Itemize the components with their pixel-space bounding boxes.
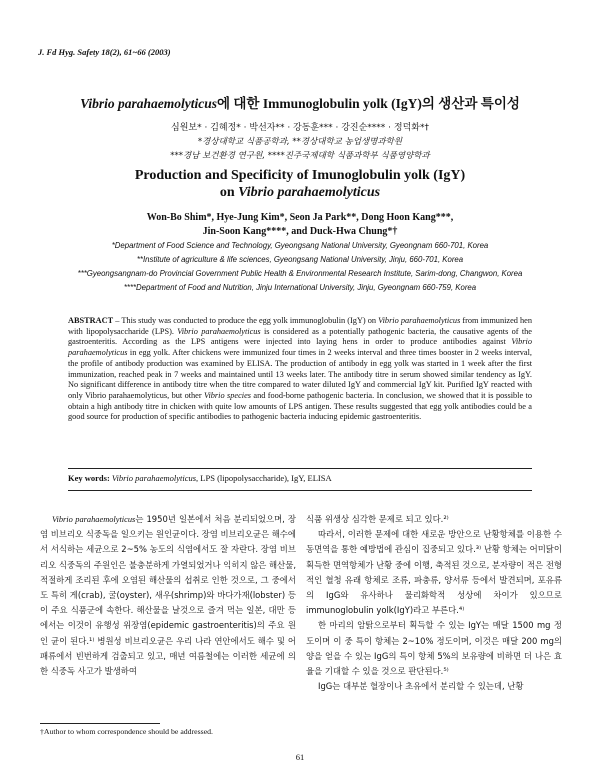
- abstract-text-5: and food-borne pathogenic bacteria. In conclusion, we showed that it is possible to obtain a high antibody titre in chicken with quite low amounts of LPS antigen. These results suggested that egg yolk antibodies could be a good source for production of specific antibodies to pathogenic bacteria inducing epidemic gastroenteritis.: [68, 390, 532, 422]
- authors-english-line2: Jin-Soon Kang****, and Duck-Hwa Chung*†: [202, 226, 398, 237]
- abstract-text-4: in egg yolk. After chickens were immunized four times in 2 weeks interval and three times booster in 2 weeks interval, the profile of antibody production was examined by ELISA. The production of antibody in egg yolk was started in 1 week after the first immunization, reached peak in 7 weeks and maintained until 13 weeks later. The antibody titre in serum showed similar tendency as IgY. No significant difference in antibody titre when the titre compared to water diluted IgY and commercial IgY kit. Purified IgY reacted with only Vibrio parahaemolyticus, but other: [68, 348, 532, 400]
- body-column-left: [40, 512, 296, 679]
- affiliation-korean-1: *경상대학교 식품공학과, **경상대학교 농업생명과학원: [197, 137, 403, 147]
- abstract-species-3: Vibrio parahaemolyticus: [68, 337, 532, 358]
- keywords-rest: , LPS (lipopolysaccharide), IgY, ELISA: [196, 473, 332, 483]
- authors-english-line1: Won-Bo Shim*, Hye-Jung Kim*, Seon Ja Park**, Dong Hoon Kang***,: [146, 212, 454, 223]
- body-paragraph: 한 마리의 암탉으로부터 획득할 수 있는 IgY는 매달 1500 mg 정도이며 이 중 특이 항체는 2~10% 정도이며, 이것은 매달 200 mg의 양을 얻을 수 있는 IgG의 특이 항체 5%의 보유량에 비하면 더 나은 효율을 기대할 수 있을 것으로 판단된다.⁵⁾: [306, 620, 562, 677]
- affiliation-english-3: ***Gyeongsangnam-do Provincial Government Public Health & Environmental Research Institute, Sarim-dong, Changwon, Korea: [77, 269, 523, 278]
- affiliation-korean-2: ***경남 보건환경 연구원, ****진주국제대학 식품과학부 식품영양학과: [170, 151, 430, 161]
- abstract-text-1: – This study was conducted to produce the egg yolk immunoglobulin (IgY) on: [113, 316, 379, 325]
- title-english: [0, 167, 600, 201]
- journal-citation: J. Fd Hyg. Safety 18(2), 61~66 (2003): [38, 47, 171, 57]
- page-number: 61: [295, 752, 305, 762]
- abstract-species-4: Vibrio species: [204, 390, 251, 400]
- divider-bottom: [68, 490, 532, 491]
- authors-korean: 심원보* · 김혜정* · 박선자** · 강동훈*** · 강진순**** · 정덕화*†: [171, 123, 429, 133]
- body-paragraph: [40, 512, 296, 679]
- divider-top: [68, 468, 532, 469]
- title-korean: [0, 92, 600, 112]
- title-english-prefix: on: [219, 185, 239, 200]
- keywords-label: Key words:: [68, 473, 110, 483]
- abstract-text-3: is considered as a potentially pathogenic bacteria, the causative agents of the gastroenteritis. According as the LPS antigens were injected into laying hens in order to produce antibodies against: [68, 326, 532, 347]
- keywords: [68, 473, 532, 483]
- body-species: Vibrio parahaemolyticus: [52, 515, 136, 524]
- authors-english: [0, 211, 600, 239]
- footnote: †Author to whom correspondence should be addressed.: [40, 727, 214, 736]
- title-english-line2: [0, 184, 600, 201]
- abstract-species-2: Vibrio parahaemolyticus: [177, 326, 261, 336]
- body-paragraph: IgG는 대부분 혈장이나 초유에서 분리할 수 있는데, 난황: [318, 681, 524, 692]
- title-english-species: Vibrio parahaemolyticus: [238, 185, 381, 200]
- body-paragraph-continued: 식품 위생상 심각한 문제로 되고 있다.²⁾: [306, 514, 449, 524]
- body-column-right: [306, 512, 562, 694]
- title-korean-species: Vibrio parahaemolyticus: [80, 96, 217, 111]
- abstract-label: ABSTRACT: [68, 316, 114, 325]
- body-text: 는 1950년 일본에서 처음 분리되었으며, 장염 비브리오 식중독을 일으키는 원인균이다. 장염 비브리오균은 해수에서 서식하는 세균으로 2~5% 농도의 식염에서도 잘 자란다. 장염 비브리오 식중독의 주원인은 불충분하게 가열되었거나 익히지 않은 해산물, 적절하게 조리된 후에 오염된 해산물의 섭취로 인한 것으로, 그 중에서도 특히 게(crab), 굴(oyster), 새우(shrimp)와 바다가재(lobster) 등이 주요 식품군에 속한다. 해산물을 날것으로 즐겨 먹는 일본, 대만 등에서는 이것이 유행성 위장염(epidemic gastroenteritis)의 주요 원인 균이 된다.¹⁾ 병원성 비브리오균은 우리 나라 연안에서도 해수 및 어패류에서 빈번하게 검출되고 있고, 매년 여름철에는 이러한 세균에 의한 식중독 사고가 발생하여: [40, 514, 297, 677]
- affiliation-english-4: ****Department of Food and Nutrition, Jinju International University, Jinju, Gyeongnam 660-759, Korea: [123, 283, 477, 292]
- title-korean-rest: 에 대한 Immunoglobulin yolk (IgY)의 생산과 특이성: [216, 96, 520, 111]
- title-english-line1: Production and Specificity of Imunoglobulin yolk (IgY): [134, 168, 466, 183]
- footnote-divider: [40, 723, 160, 724]
- abstract-species-1: Vibrio parahaemolyticus: [378, 316, 461, 325]
- body-paragraph: 따라서, 이러한 문제에 대한 새로운 방안으로 난황항체를 이용한 수동면역을 통한 예방법에 관심이 집중되고 있다.³⁾ 난황 항체는 어미닭이 획득한 면역항체가 난황 중에 이행, 축적된 것으로, 분자량이 적은 전형적인 혈청 유래 항체로 조류, 파충류, 양서류 등에서 발견되며, 포유류의 IgG와 유사하나 물리화학적 성상에 차이가 있으므로 immunoglobulin yolk(IgY)라고 부른다.⁴⁾: [306, 529, 562, 616]
- affiliation-english-1: *Department of Food Science and Technology, Gyeongsang National University, Gyeongnam 660-701, Korea: [111, 241, 489, 250]
- keywords-species: Vibrio parahaemolyticus: [109, 473, 197, 483]
- abstract-text-2: from immunized hen with lipopolysaccharide (LPS).: [68, 316, 532, 336]
- abstract: [68, 316, 532, 423]
- affiliation-english-2: **Institute of agriculture & life sciences, Gyeongsang National University, Jinju, 660-701, Korea: [136, 255, 464, 264]
